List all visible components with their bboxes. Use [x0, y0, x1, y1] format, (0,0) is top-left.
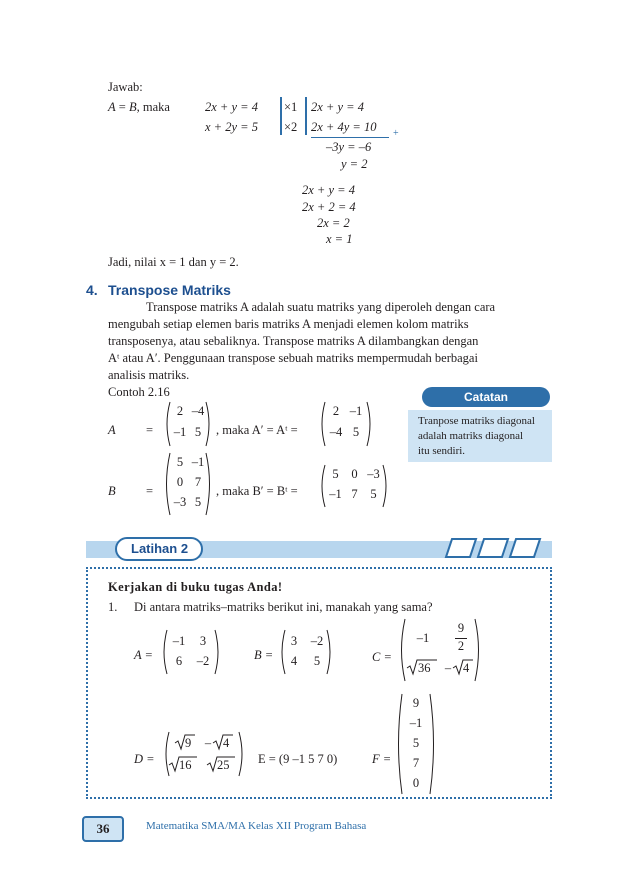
ex-a-cell: 6 — [175, 654, 183, 668]
section-line-1: Transpose matriks A adalah suatu matriks yang diperoleh dengan cara — [146, 300, 496, 314]
ex-b-cell: 5 — [313, 654, 321, 668]
section-line-4: Aᵗ atau A′. Penggunaan transpose sebuah matriks mempermudah berbagai — [108, 351, 478, 365]
ex-d-sqrt-value: 4 — [223, 736, 230, 750]
ex-d-sqrt-value: 16 — [179, 758, 192, 772]
exercise-instruction: Kerjakan di buku tugas Anda! — [108, 580, 283, 594]
ex-c-sqrt-value: 4 — [463, 661, 470, 675]
note-line-1: Tranpose matriks diagonal — [418, 415, 535, 427]
ex-d-label: D = — [134, 752, 155, 766]
footer-text: Matematika SMA/MA Kelas XII Program Bahasa — [146, 820, 367, 832]
ex-f-cell: 9 — [412, 696, 420, 710]
ex-c-sqrt-value: 36 — [418, 661, 431, 675]
section-line-2: mengubah setiap elemen baris matriks A menjadi elemen kolom matriks — [108, 317, 469, 331]
equation-1: 2x + y = 4 — [205, 100, 258, 114]
ex-b-cell: 4 — [290, 654, 298, 668]
sum-rule — [311, 137, 389, 138]
matrix-b-cell: 5 — [176, 455, 184, 469]
matrix-a-cell: –1 — [173, 425, 187, 439]
subst-line-1: 2x + y = 4 — [302, 183, 355, 197]
matrix-b — [163, 451, 213, 517]
question-number: 1. — [108, 600, 118, 614]
example-label: Contoh 2.16 — [108, 385, 170, 399]
example-a-maka: , maka A′ = Aᵗ = — [216, 423, 298, 437]
multiplier-1: ×1 — [284, 100, 298, 114]
matrix-a — [163, 400, 213, 448]
exercise-matrix-a — [160, 628, 222, 676]
equals-sign: = — [115, 100, 129, 114]
exercise-matrix-d — [162, 730, 246, 778]
var-a: A — [108, 100, 116, 114]
ex-d-minus: – — [204, 736, 212, 750]
matrix-a-cell: 5 — [194, 425, 202, 439]
ex-a-label: A = — [134, 648, 153, 662]
example-a-label: A — [108, 423, 116, 437]
ex-c-fraction-num: 9 — [457, 621, 465, 635]
ex-c-fraction-den: 2 — [457, 639, 465, 653]
exercise-matrix-f — [396, 692, 436, 796]
matrix-a-cell: –4 — [191, 404, 205, 418]
matrix-at-cell: –4 — [329, 425, 343, 439]
ex-e-row-matrix: E = (9 –1 5 7 0) — [258, 752, 338, 766]
section-title: Transpose Matriks — [108, 282, 231, 298]
ex-a-cell: –2 — [196, 654, 210, 668]
matrix-bt-cell: –3 — [367, 467, 380, 481]
ex-b-cell: 3 — [290, 634, 298, 648]
ex-d-sqrt-value: 25 — [217, 758, 230, 772]
ex-a-cell: –1 — [172, 634, 186, 648]
section-number: 4. — [86, 282, 98, 298]
note-box — [408, 410, 552, 462]
matrix-a-transpose — [318, 400, 374, 448]
example-b-maka: , maka B′ = Bᵗ = — [216, 484, 298, 498]
plus-operator: + — [393, 128, 399, 139]
page-number: 36 — [82, 816, 124, 842]
ex-f-label: F = — [372, 752, 392, 766]
jawab-lead — [108, 100, 170, 115]
example-a-equals: = — [146, 423, 154, 437]
ex-f-cell: 0 — [412, 776, 420, 790]
subst-line-3: 2x = 2 — [317, 216, 350, 230]
ex-f-cell: –1 — [409, 716, 423, 730]
ex-f-cell: 5 — [412, 736, 420, 750]
question-text: Di antara matriks–matriks berikut ini, manakah yang sama? — [134, 600, 433, 614]
result-line-1: 2x + y = 4 — [311, 100, 364, 114]
note-title: Catatan — [422, 387, 550, 407]
note-line-3: itu sendiri. — [418, 445, 466, 457]
latihan-title: Latihan 2 — [115, 537, 203, 561]
conclusion: Jadi, nilai x = 1 dan y = 2. — [108, 255, 239, 269]
multiplier-2: ×2 — [284, 120, 298, 134]
ex-b-cell: –2 — [310, 634, 324, 648]
matrix-b-cell: 0 — [176, 475, 184, 489]
ex-a-cell: 3 — [199, 634, 207, 648]
result-line-2: 2x + 4y = 10 — [311, 120, 377, 134]
note-line-2: adalah matriks diagonal — [418, 430, 524, 442]
matrix-b-transpose — [318, 463, 390, 509]
maka-text: , maka — [136, 100, 170, 114]
elimination-bar-left — [280, 97, 282, 135]
matrix-bt-cell: 5 — [332, 467, 339, 481]
matrix-a-cell: 2 — [176, 404, 184, 418]
jawab-label: Jawab: — [108, 80, 143, 94]
matrix-bt-cell: 7 — [351, 487, 358, 501]
matrix-at-cell: –1 — [349, 404, 363, 418]
matrix-b-cell: –1 — [191, 455, 205, 469]
elimination-bar-right — [305, 97, 307, 135]
matrix-bt-cell: 0 — [351, 467, 358, 481]
matrix-b-cell: 5 — [194, 495, 202, 509]
subst-line-4: x = 1 — [326, 232, 353, 246]
matrix-b-cell: 7 — [194, 475, 202, 489]
matrix-b-cell: –3 — [173, 495, 187, 509]
matrix-at-cell: 2 — [332, 404, 340, 418]
exercise-matrix-b — [278, 628, 334, 676]
equation-2: x + 2y = 5 — [205, 120, 258, 134]
section-line-5: analisis matriks. — [108, 368, 190, 382]
ex-b-label: B = — [254, 648, 274, 662]
ex-c-cell: –1 — [416, 631, 430, 645]
decorative-parallelograms — [444, 537, 544, 559]
subst-line-2: 2x + 2 = 4 — [302, 200, 356, 214]
exercise-matrix-c — [398, 617, 482, 683]
ex-c-minus: – — [444, 661, 452, 675]
matrix-at-cell: 5 — [352, 425, 360, 439]
section-line-3: transposenya, atau sebaliknya. Transpose matriks A dilambangkan dengan — [108, 334, 479, 348]
matrix-bt-cell: –1 — [329, 487, 342, 501]
matrix-bt-cell: 5 — [370, 487, 377, 501]
example-b-label: B — [108, 484, 116, 498]
ex-d-sqrt-value: 9 — [185, 736, 192, 750]
var-b: B — [128, 100, 137, 114]
ex-c-label: C = — [372, 650, 392, 664]
result-line-4: y = 2 — [341, 157, 368, 171]
ex-f-cell: 7 — [412, 756, 420, 770]
result-line-3: –3y = –6 — [326, 140, 372, 154]
example-b-equals: = — [146, 484, 154, 498]
